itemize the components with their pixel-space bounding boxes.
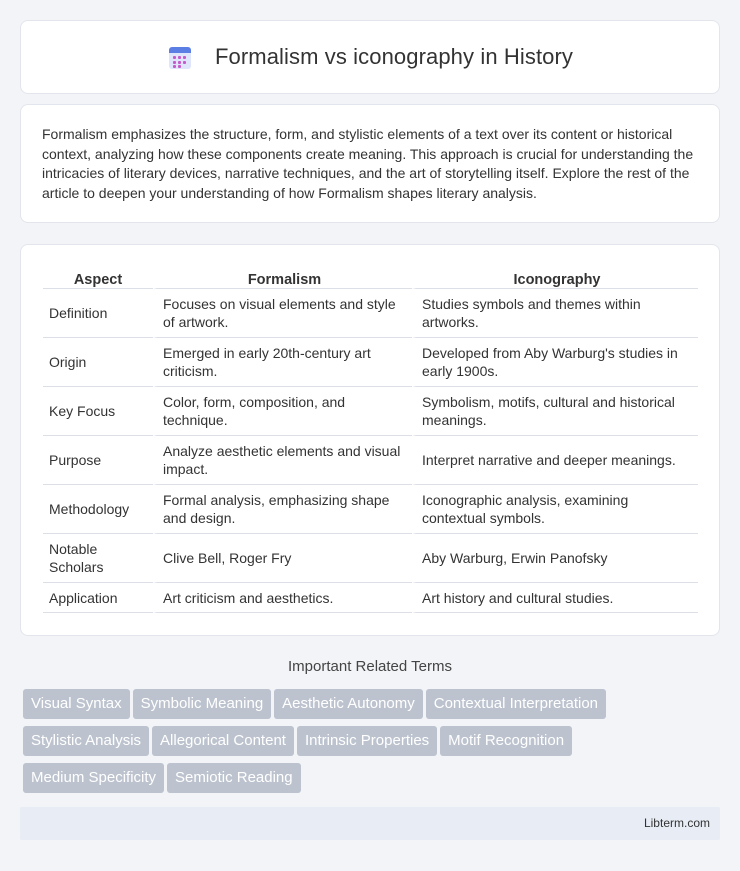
iconography-cell: Aby Warburg, Erwin Panofsky	[412, 534, 698, 583]
aspect-cell: Key Focus	[43, 387, 153, 436]
table-row	[43, 387, 698, 436]
related-term-tag[interactable]: Aesthetic Autonomy	[274, 689, 423, 719]
related-term-tag[interactable]: Motif Recognition	[440, 726, 572, 756]
formalism-cell: Clive Bell, Roger Fry	[153, 534, 412, 583]
iconography-cell: Studies symbols and themes within artworks.	[412, 289, 698, 338]
aspect-cell: Purpose	[43, 436, 153, 485]
formalism-cell: Emerged in early 20th-century art criticism.	[153, 338, 412, 387]
aspect-cell: Methodology	[43, 485, 153, 534]
related-term-tag[interactable]: Medium Specificity	[23, 763, 164, 793]
formalism-cell: Analyze aesthetic elements and visual impact.	[153, 436, 412, 485]
table-row	[43, 534, 698, 583]
aspect-cell: Application	[43, 583, 153, 613]
related-term-tag[interactable]: Allegorical Content	[152, 726, 294, 756]
calendar-grid-icon	[167, 44, 193, 70]
iconography-cell: Iconographic analysis, examining contextual symbols.	[412, 485, 698, 534]
related-term-tag[interactable]: Contextual Interpretation	[426, 689, 606, 719]
related-term-tag[interactable]: Visual Syntax	[23, 689, 130, 719]
table-row	[43, 338, 698, 387]
iconography-cell: Developed from Aby Warburg's studies in early 1900s.	[412, 338, 698, 387]
related-term-tag[interactable]: Symbolic Meaning	[133, 689, 272, 719]
column-header-iconography: Iconography	[412, 267, 698, 289]
table-row	[43, 436, 698, 485]
column-header-formalism: Formalism	[153, 267, 412, 289]
footer	[20, 807, 720, 840]
table-row	[43, 485, 698, 534]
formalism-cell: Color, form, composition, and technique.	[153, 387, 412, 436]
page-title: Formalism vs iconography in History	[214, 44, 574, 69]
table-row	[43, 583, 698, 613]
header-card	[20, 20, 720, 94]
related-term-tag[interactable]: Semiotic Reading	[167, 763, 301, 793]
table-row	[43, 289, 698, 338]
footer-site-link[interactable]: Libterm.com	[643, 816, 710, 830]
aspect-cell: Origin	[43, 338, 153, 387]
intro-card	[20, 104, 720, 223]
related-terms-list	[23, 689, 723, 800]
related-term-tag[interactable]: Stylistic Analysis	[23, 726, 149, 756]
formalism-cell: Formal analysis, emphasizing shape and design.	[153, 485, 412, 534]
comparison-table	[43, 267, 698, 613]
related-term-tag[interactable]: Intrinsic Properties	[297, 726, 437, 756]
iconography-cell: Symbolism, motifs, cultural and historical meanings.	[412, 387, 698, 436]
table-header-row	[43, 267, 698, 289]
intro-text: Formalism emphasizes the structure, form, and stylistic elements of a text over its content or historical context, analyzing how these components create meaning. This approach is crucial for understanding the intricacies of literary devices, narrative techniques, and the art of storytelling itself. Explore the rest of the article to deepen your understanding of how Formalism shapes literary analysis.	[42, 126, 694, 201]
formalism-cell: Art criticism and aesthetics.	[153, 583, 412, 613]
iconography-cell: Interpret narrative and deeper meanings.	[412, 436, 698, 485]
iconography-cell: Art history and cultural studies.	[412, 583, 698, 613]
formalism-cell: Focuses on visual elements and style of artwork.	[153, 289, 412, 338]
column-header-aspect: Aspect	[43, 267, 153, 289]
related-terms-title: Important Related Terms	[288, 658, 452, 675]
aspect-cell: Definition	[43, 289, 153, 338]
comparison-card	[20, 244, 720, 636]
aspect-cell: Notable Scholars	[43, 534, 153, 583]
